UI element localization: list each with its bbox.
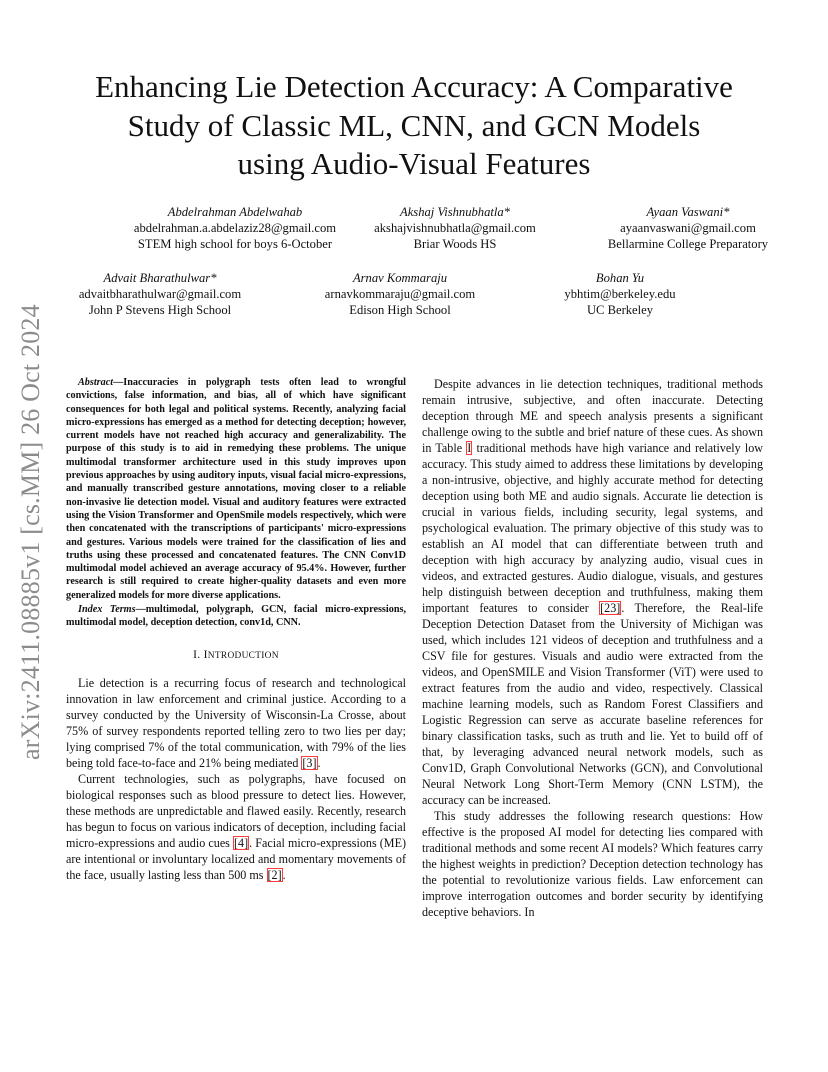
author-name: Akshaj Vishnubhatla*: [400, 205, 510, 219]
author-affiliation: STEM high school for boys 6-October: [137, 237, 333, 251]
abstract: [66, 376, 406, 602]
title-line: Study of Classic ML, CNN, and GCN Models: [127, 107, 701, 143]
author-name: Bohan Yu: [595, 271, 645, 285]
paragraph-text: .: [282, 867, 286, 882]
abstract-text: —Inaccuracies in polygraph tests often lead to wrongful convictions, false information, and bias, all of which have significant consequences for both legal and political systems. Recently, analyzing facial micro-expressions has emerged as a method for detecting deception; however, current models have not reached high accuracy and generalizability. The purpose of this study is to aid in remedying these problems. The unique multimodal transformer architecture used in this study improves upon previous approaches by using auditory inputs, visual facial micro-expressions, and manually transcribed gesture annotations, moving closer to a reliable non-invasive lie detection model. Visual and auditory features were extracted using the Vision Transformer and OpenSmile models respectively, which were then concatenated with the transcriptions of participants' micro-expressions and gestures. Various models were trained for the classification of lies and truths using these processed and concatenated features. The CNN Conv1D multimodal model achieved an average accuracy of 95.4%. However, further research is still required to create higher-quality datasets and even more generalized models for more diverse applications.: [66, 377, 406, 601]
paragraph-text: . Therefore, the Real-life Deception Detection Dataset from the University of Michigan was used, which includes 121 videos of deception and truthfulness and a CSV file for gestures. Visuals and audio were extracted from the videos, and OpenSMILE and Vision Transformer (ViT) were used to extract features from the audio and video, respectively. Classical machine learning models, such as Random Forest Classifiers and Logistic Regression can serve as accurate baseline references for binary classification tasks, such as truth and lie. Yet to build off of that, by leveraging advanced neural network models, such as Conv1D, Graph Convolutional Networks (GCN), and Convolutional Neural Network Long Short-Term Memory (CNN LSTM), the accuracy can be increased.: [422, 601, 763, 807]
author-block: [340, 204, 570, 252]
arxiv-identifier-stamp: arXiv:2411.08885v1 [cs.MM] 26 Oct 2024: [16, 304, 45, 760]
index-terms-text: —multimodal, polygraph, GCN, facial micro-expressions, multimodal model, deception detection, conv1d, CNN.: [66, 604, 406, 629]
author-block: [568, 204, 808, 252]
paragraph-text: This study addresses the following research questions: How effective is the proposed AI model for detecting lies compared with traditional methods and some recent AI models? Which features carry the highest weights in prediction? Deception detection technology has the potential to revolutionize various fields. Law enforcement can improve interrogation outcomes and border security by identifying deceptive behaviors. In: [422, 809, 763, 919]
citation-link[interactable]: [2]: [267, 867, 282, 882]
intro-paragraph: [422, 376, 763, 808]
citation-link[interactable]: [4]: [234, 835, 249, 850]
citation-link[interactable]: [23]: [600, 601, 621, 615]
section-title-smallcaps: NTRODUCTION: [207, 650, 279, 661]
author-affiliation: Bellarmine College Preparatory: [607, 237, 769, 251]
paragraph-text: . Facial micro-expressions (ME) are intentional or involuntary localized and momentary movements of the face, usually lasting less than 500 ms: [66, 835, 406, 882]
author-name: Arnav Kommaraju: [352, 271, 448, 285]
author-block: [540, 270, 700, 318]
intro-paragraph: [66, 771, 406, 883]
author-email[interactable]: ayaanvaswani@gmail.com: [620, 221, 756, 235]
author-email[interactable]: akshajvishnubhatla@gmail.com: [374, 221, 536, 235]
paragraph-text: traditional methods have high variance and relatively low accuracy. This study aimed to address these limitations by developing a non-intrusive, objective, and highly accurate method for detecting deception using both ME and audio signals. Accurate lie detection is crucial in various fields, including security, legal systems, and psychological evaluation. The primary objective of this study was to establish an AI model that can differentiate between truth and deception with high accuracy by analyzing audio, visual cues in videos, and extracted gestures. Audio dialogue, visuals, and gestures help distinguish between deception and truthfulness, making them important features to consider: [422, 441, 764, 615]
index-terms-label: Index Terms: [78, 604, 136, 616]
right-column: [422, 376, 763, 920]
author-name: Advait Bharathulwar*: [103, 271, 217, 285]
left-column: [66, 376, 406, 883]
section-initial: I: [203, 648, 208, 661]
author-block: [300, 270, 500, 318]
table-reference-link[interactable]: I: [467, 441, 472, 455]
section-numeral: I.: [193, 648, 204, 661]
paragraph-text: Despite advances in lie detection techniques, traditional methods remain intrusive, subjective, and often inaccurate. Detecting deception through ME and speech analysis presents a significant challenge owing to the subtle and brief nature of these cues. As shown in Table: [422, 377, 763, 455]
author-affiliation: Briar Woods HS: [413, 237, 497, 251]
intro-paragraph: [66, 675, 406, 771]
paragraph-text: Current technologies, such as polygraphs, have focused on biological responses such as blood pressure to detect lies. However, these methods are unpredictable and flawed easily. Recently, research has begun to focus on various indicators of deception, including facial micro-expressions and audio cues: [66, 771, 406, 850]
title-line: Enhancing Lie Detection Accuracy: A Comparative: [95, 69, 733, 104]
author-affiliation: Edison High School: [349, 303, 451, 317]
author-affiliation: John P Stevens High School: [88, 303, 232, 317]
author-block: [50, 270, 270, 318]
author-name: Abdelrahman Abdelwahab: [167, 205, 303, 219]
author-affiliation: UC Berkeley: [586, 303, 654, 317]
author-email[interactable]: abdelrahman.a.abdelaziz28@gmail.com: [133, 221, 337, 235]
citation-link[interactable]: [3]: [302, 755, 317, 770]
section-heading-introduction: [66, 647, 406, 664]
author-email[interactable]: advaitbharathulwar@gmail.com: [78, 287, 242, 301]
paragraph-text: Lie detection is a recurring focus of research and technological innovation in law enforcement and criminal justice. According to a survey conducted by the University of Wisconsin-La Crosse, about 75% of survey respondents reported telling zero to two lies per day; lying comprised 7% of the total communication, with 79% of the lies being told face-to-face and 21% being mediated: [66, 675, 406, 770]
author-name: Ayaan Vaswani*: [646, 205, 730, 219]
abstract-label: Abstract: [78, 377, 114, 388]
paragraph-text: .: [317, 755, 321, 770]
title-line: using Audio-Visual Features: [237, 146, 591, 181]
author-email[interactable]: arnavkommaraju@gmail.com: [324, 287, 476, 301]
intro-paragraph: [422, 808, 763, 920]
paper-title: [0, 68, 828, 184]
author-email[interactable]: ybhtim@berkeley.edu: [564, 287, 676, 301]
index-terms: [66, 603, 406, 630]
